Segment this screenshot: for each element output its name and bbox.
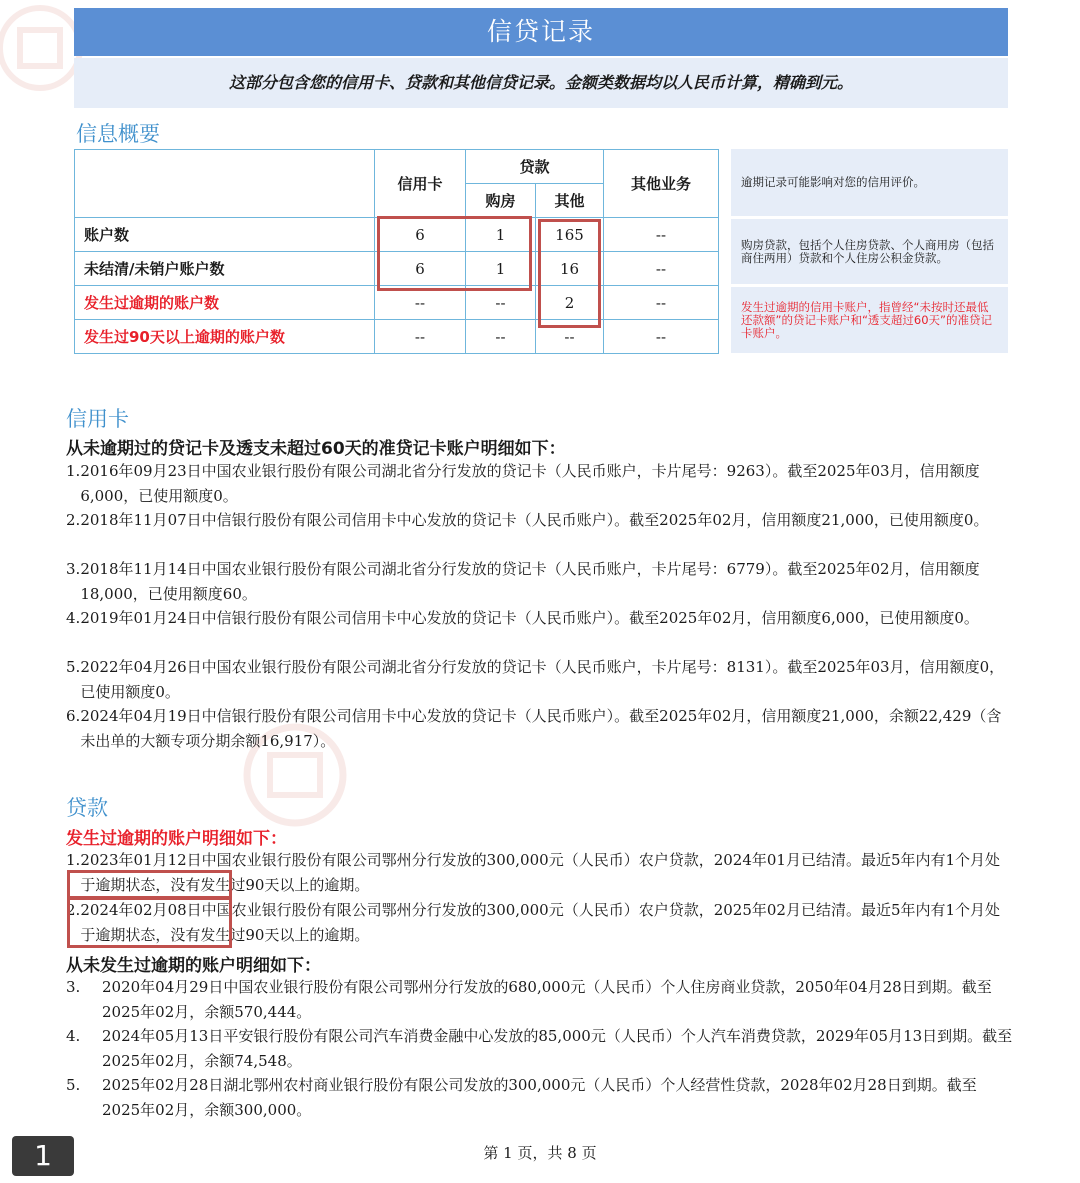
item-text: 2018年11月14日中国农业银行股份有限公司湖北省分行发放的贷记卡（人民币账户，卡片尾号：6779）。截至2025年02月，信用额度18,000，已使用额度60。 [80,560,980,603]
row-label: 未结清/未销户账户数 [75,252,375,286]
column-header-other-business: 其他业务 [604,150,719,218]
item-text: 2019年01月24日中信银行股份有限公司信用卡中心发放的贷记卡（人民币账户）。截至2025年02月，信用额度6,000，已使用额度0。 [80,609,979,627]
cell-housing: 1 [466,218,536,252]
item-number: 4. [66,1027,81,1045]
row-label: 账户数 [75,218,375,252]
highlight-box [67,896,232,948]
item-text: 2024年02月08日中国农业银行股份有限公司鄂州分行发放的300,000元（人民币）农户贷款，2025年02月已结清。最近5年内有1个月处于逾期状态，没有发生过90天以上的逾期。 [80,901,1001,944]
list-item [66,606,1014,631]
item-number: 2. [66,511,81,529]
cell-other-business: -- [604,320,719,354]
list-item [66,557,1014,607]
note-overdue-impact: 逾期记录可能影响对您的信用评价。 [731,149,1008,216]
cell-other-business: -- [604,218,719,252]
note-overdue-definition: 发生过逾期的信用卡账户，指曾经“未按时还最低还款额”的贷记卡账户和“透支超过60天”的准贷记卡账户。 [731,287,1008,353]
cell-other-business: -- [604,252,719,286]
item-text: 2024年05月13日平安银行股份有限公司汽车消费金融中心发放的85,000元（人民币）个人汽车消费贷款，2029年05月13日到期。截至2025年02月，余额74,548。 [102,1027,1013,1070]
list-item [66,1073,1014,1123]
list-item [66,508,1014,533]
item-number: 5. [66,1076,81,1094]
item-number: 1. [66,851,81,869]
overview-title: 信息概要 [76,122,160,146]
cell-credit-card: -- [375,286,466,320]
item-number: 1. [66,462,81,480]
item-number: 5. [66,658,81,676]
section-notice: 这部分包含您的信用卡、贷款和其他信贷记录。金额类数据均以人民币计算，精确到元。 [74,58,1008,108]
item-text: 2020年04月29日中国农业银行股份有限公司鄂州分行发放的680,000元（人民币）个人住房商业贷款，2050年04月28日到期。截至2025年02月，余额570,444。 [102,978,992,1021]
item-text: 2023年01月12日中国农业银行股份有限公司鄂州分行发放的300,000元（人民币）农户贷款，2024年01月已结清。最近5年内有1个月处于逾期状态，没有发生过90天以上的逾期。 [80,851,1001,894]
note-housing-loan: 购房贷款，包括个人住房贷款、个人商用房（包括商住两用）贷款和个人住房公积金贷款。 [731,219,1008,284]
item-text: 2022年04月26日中国农业银行股份有限公司湖北省分行发放的贷记卡（人民币账户，卡片尾号：8131）。截至2025年03月，信用额度0，已使用额度0。 [80,658,1005,701]
credit-card-section-title: 信用卡 [66,407,129,431]
table-corner [75,150,375,218]
table-row [75,320,719,354]
credit-card-subheading: 从未逾期过的贷记卡及透支未超过60天的准贷记卡账户明细如下： [66,439,566,459]
item-text: 2024年04月19日中信银行股份有限公司信用卡中心发放的贷记卡（人民币账户）。截至2025年02月，信用额度21,000，余额22,429（含未出单的大额专项分期余额16,917）。 [80,707,1002,750]
list-item [66,459,1014,509]
cell-other: 16 [536,252,604,286]
item-number: 2. [66,901,81,919]
item-number: 3. [66,978,81,996]
list-item [66,975,1014,1025]
cell-credit-card: 6 [375,218,466,252]
item-number: 3. [66,560,81,578]
clean-accounts-heading: 从未发生过逾期的账户明细如下： [66,956,321,976]
cell-other-business: -- [604,286,719,320]
list-item [66,655,1014,705]
item-number: 4. [66,609,81,627]
column-header-loans: 贷款 [466,150,604,184]
column-header-other: 其他 [536,184,604,218]
overdue-accounts-heading: 发生过逾期的账户明细如下： [66,829,287,849]
cell-other: 165 [536,218,604,252]
column-header-housing: 购房 [466,184,536,218]
page-title: 信贷记录 [74,8,1008,56]
list-item [66,1024,1014,1074]
item-text: 2025年02月28日湖北鄂州农村商业银行股份有限公司发放的300,000元（人民币）个人经营性贷款，2028年02月28日到期。截至2025年02月，余额300,000。 [102,1076,977,1119]
overview-notes [731,149,1008,356]
item-text: 2016年09月23日中国农业银行股份有限公司湖北省分行发放的贷记卡（人民币账户，卡片尾号：9263）。截至2025年03月，信用额度6,000，已使用额度0。 [80,462,980,505]
highlight-box [377,216,532,291]
row-label: 发生过逾期的账户数 [75,286,375,320]
column-header-credit-card: 信用卡 [375,150,466,218]
item-text: 2018年11月07日中信银行股份有限公司信用卡中心发放的贷记卡（人民币账户）。截至2025年02月，信用额度21,000，已使用额度0。 [80,511,989,529]
list-item [66,704,1014,754]
cell-housing: 1 [466,252,536,286]
cell-housing: -- [466,320,536,354]
page-badge[interactable]: 1 [12,1136,74,1176]
cell-credit-card: -- [375,320,466,354]
cell-other: 2 [536,286,604,320]
highlight-box [538,219,601,328]
row-label: 发生过90天以上逾期的账户数 [75,320,375,354]
item-number: 6. [66,707,81,725]
cell-other: -- [536,320,604,354]
loans-section-title: 贷款 [66,796,108,820]
cell-credit-card: 6 [375,252,466,286]
page-number: 第 1 页，共 8 页 [483,1144,597,1162]
cell-housing: -- [466,286,536,320]
